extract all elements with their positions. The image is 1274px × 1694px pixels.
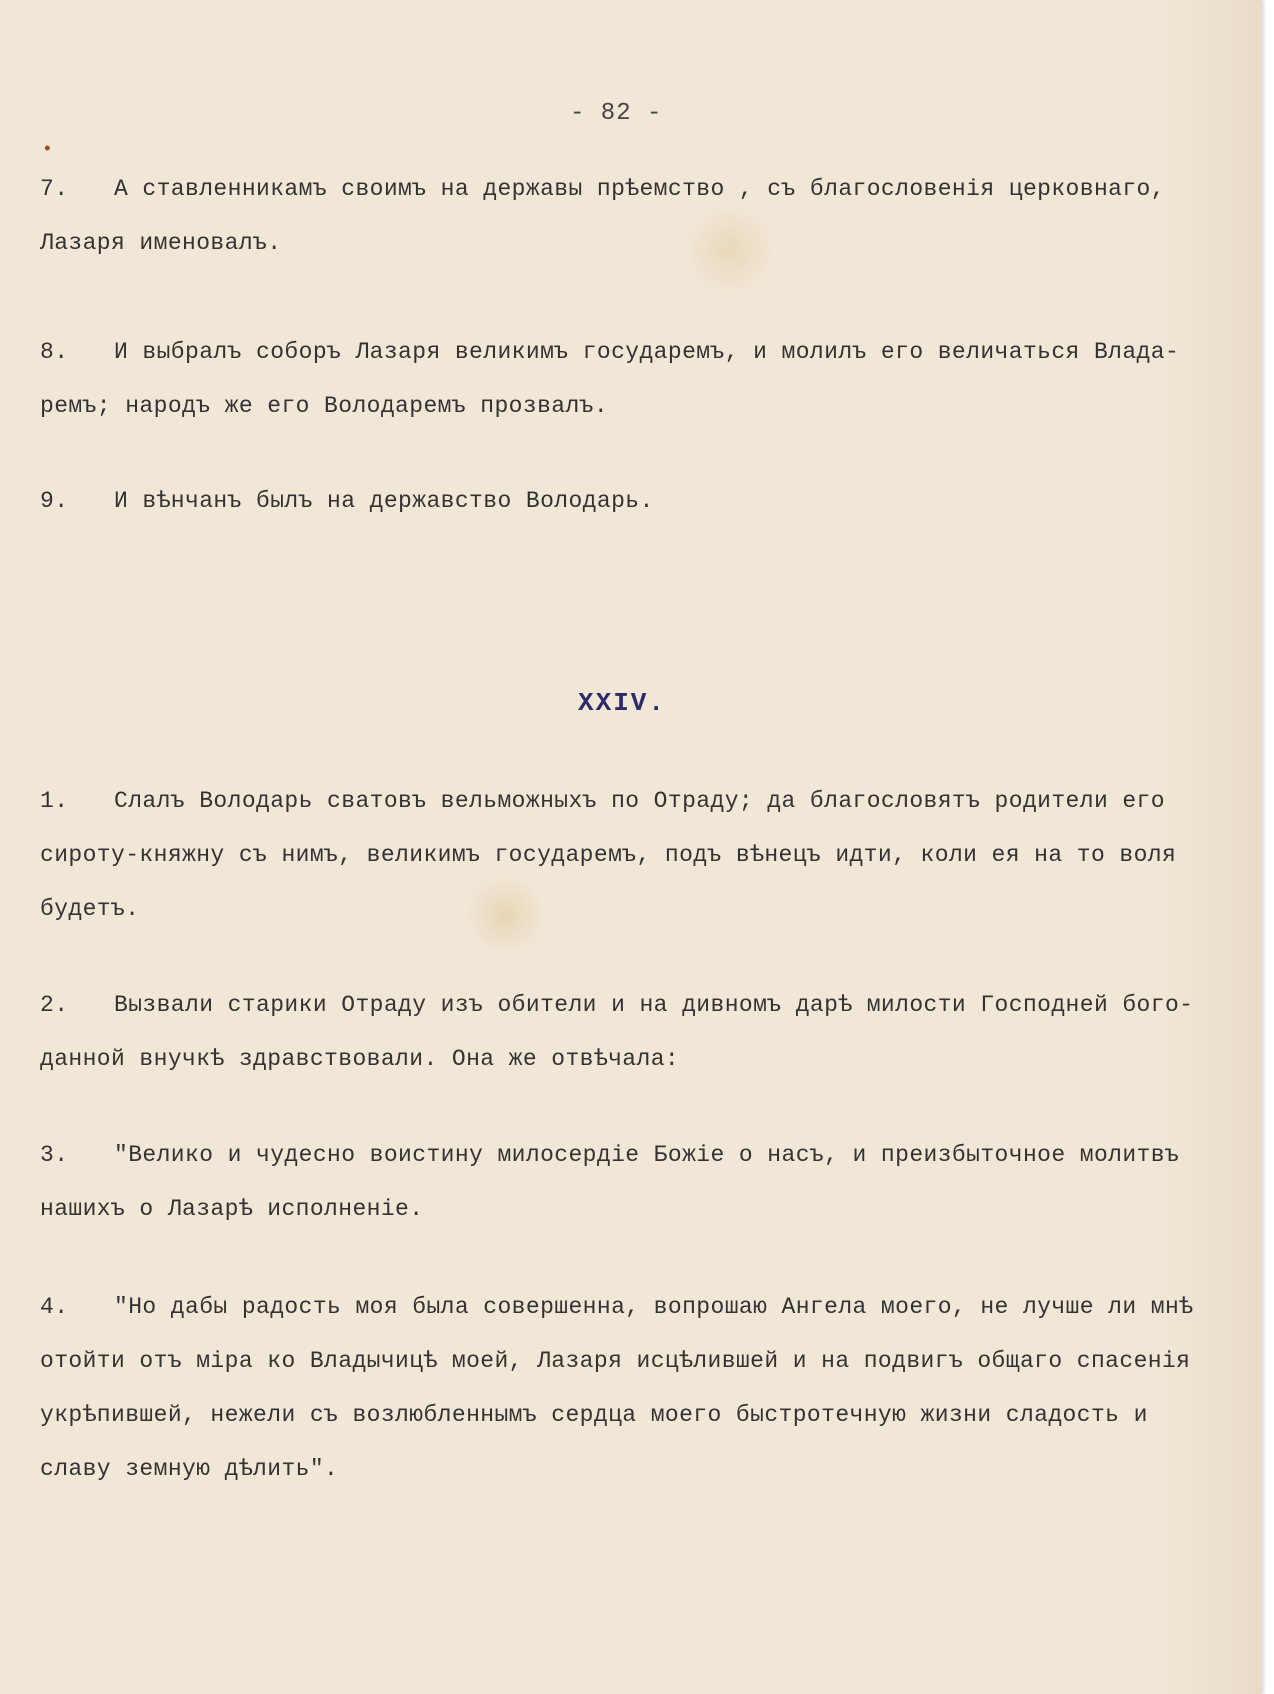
paragraph-7: 7. А ставленникамъ своимъ на державы прѣемство , съ благословенія церковнаго, Лазаря именовалъ. xyxy=(40,176,1165,256)
paragraph-3: 3. "Велико и чудесно воистину милосердіе Божіе о насъ, и преизбыточное молитвъ нашихъ о Лазарѣ исполненіе. xyxy=(40,1142,1180,1222)
paragraph-4: 4. "Но дабы радость моя была совершенна, вопрошаю Ангела моего, не лучше ли мнѣ отойти отъ міра ко Владычицѣ моей, Лазаря исцѣлившей и на подвигъ общаго спасенія укрѣпившей, нежели съ возлюбленнымъ сердца моего быстротечную жизни сладость и славу земную дѣлить". xyxy=(40,1294,1194,1482)
paragraph-2: 2. Вызвали старики Отраду изъ обители и на дивномъ дарѣ милости Господней бого- данной внучкѣ здравствовали. Она же отвѣчала: xyxy=(40,992,1194,1072)
paragraph-8: 8. И выбралъ соборъ Лазаря великимъ государемъ, и молилъ его величаться Влада- ремъ; народъ же его Володаремъ прозвалъ. xyxy=(40,339,1180,419)
ink-mark: • xyxy=(42,140,53,160)
paragraph-1: 1. Слалъ Володарь сватовъ вельможныхъ по Отраду; да благословятъ родители его сироту-княжну съ нимъ, великимъ государемъ, подъ вѣнецъ идти, коли ея на то воля будетъ. xyxy=(40,788,1177,922)
section-heading: XXIV. xyxy=(578,688,667,718)
page-number: - 82 - xyxy=(570,100,663,127)
paragraph-9: 9. И вѣнчанъ былъ на державство Володарь. xyxy=(40,488,654,514)
